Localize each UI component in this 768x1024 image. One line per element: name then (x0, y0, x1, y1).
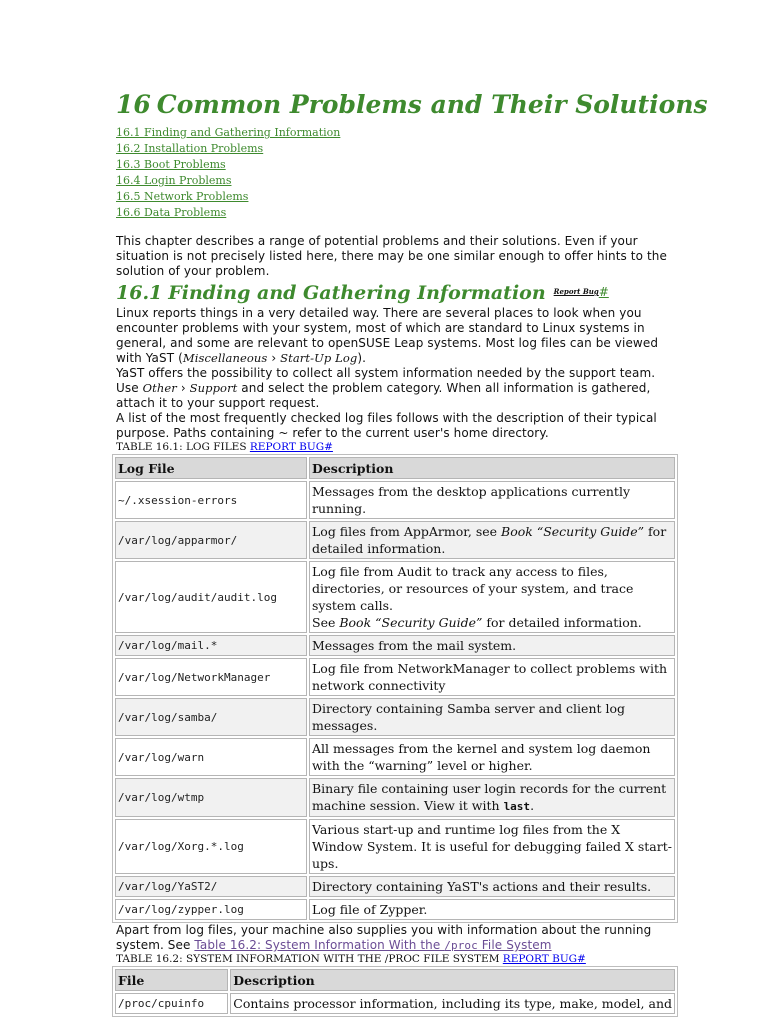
proc-file-path: /proc/cpuinfo (115, 993, 228, 1014)
log-file-description: Log file of Zypper. (309, 899, 675, 920)
toc-link-installation[interactable]: 16.2 Installation Problems (116, 142, 264, 155)
toc-link-finding-gathering[interactable]: 16.1 Finding and Gathering Information (116, 126, 341, 139)
link-code: /proc (444, 939, 478, 952)
toc-item (116, 124, 678, 140)
report-bug-link[interactable]: REPORT BUG# (502, 953, 586, 965)
log-file-description: Messages from the desktop applications currently running. (309, 481, 675, 519)
log-file-path: /var/log/warn (115, 738, 307, 776)
caption-text: TABLE 16.2: SYSTEM INFORMATION WITH THE /PROC FILE SYSTEM (116, 953, 500, 965)
column-header-log-file: Log File (115, 457, 307, 479)
log-file-path: /var/log/apparmor/ (115, 521, 307, 559)
toc-item (116, 188, 678, 204)
toc-link-network[interactable]: 16.5 Network Problems (116, 190, 249, 203)
table-row (115, 899, 675, 920)
table-row (115, 698, 675, 736)
section-title (116, 279, 678, 306)
description-text: Log file from Audit to track any access to files, directories, or resources of your system, and trace system calls. (312, 564, 634, 613)
column-header-description: Description (309, 457, 675, 479)
description-text: for detailed information. (312, 524, 667, 556)
paragraph-support (116, 366, 678, 411)
gui-menu-miscellaneous: Miscellaneous (182, 351, 268, 365)
log-file-description: Various start-up and runtime log files from the X Window System. It is useful for debugging failed X start-ups. (309, 819, 675, 874)
table-caption-log-files (116, 441, 678, 454)
column-header-description: Description (230, 969, 675, 991)
permalink-hash[interactable]: # (598, 285, 609, 299)
description-text: Log files from AppArmor, see (312, 524, 502, 539)
proc-files-table (112, 966, 678, 1017)
chapter-title (116, 86, 708, 124)
description-text: . (530, 798, 535, 813)
paragraph-text: Apart from log files, your machine also supplies you with information about the running system. See (116, 923, 652, 952)
gui-menu-startup-log: Start-Up Log (280, 351, 358, 365)
security-guide-link[interactable]: Book “Security Guide” (339, 615, 483, 630)
table-header-row (115, 969, 675, 991)
description-text: for detailed information. (482, 615, 642, 630)
caption-text: TABLE 16.1: LOG FILES (116, 441, 247, 453)
table-row (115, 876, 675, 897)
section-title-text: Finding and Gathering Information (168, 282, 546, 304)
menu-separator: › (176, 381, 190, 395)
paragraph-text: and select the problem category. When all information is gathered, attach it to your support request. (116, 381, 651, 410)
table-row (115, 481, 675, 519)
security-guide-link[interactable]: Book “Security Guide” (501, 524, 645, 539)
table-row (115, 521, 675, 559)
description-text: Binary file containing user login records for the current machine session. View it with (312, 781, 667, 813)
log-file-path: /var/log/NetworkManager (115, 658, 307, 696)
description-text: See (312, 615, 340, 630)
log-file-description: Log file from NetworkManager to collect problems with network connectivity (309, 658, 675, 696)
paragraph-text: Linux reports things in a very detailed way. There are several places to look when you encounter problems with your system, most of which are standard to Linux systems in general, and some are relevant to openSUSE Leap systems. Most log files can be viewed with YaST ( (116, 306, 659, 365)
intro-paragraph: This chapter describes a range of potential problems and their solutions. Even if your situation is not precisely listed here, there may be one similar enough to offer hints to the solution of your problem. (116, 234, 667, 278)
section-number: 16.1 (116, 282, 163, 304)
command-last: last (503, 800, 531, 813)
column-header-file: File (115, 969, 228, 991)
toc-link-boot[interactable]: 16.3 Boot Problems (116, 158, 226, 171)
paragraph-text: YaST offers the possibility to collect all system information needed by the support team. Use (116, 366, 656, 395)
log-file-path: /var/log/wtmp (115, 778, 307, 817)
table-row (115, 658, 675, 696)
table-row (115, 635, 675, 656)
log-file-path: /var/log/mail.* (115, 635, 307, 656)
paragraph-text: ). (357, 351, 367, 365)
table-row (115, 993, 675, 1014)
log-file-path: /var/log/YaST2/ (115, 876, 307, 897)
document-content (116, 86, 708, 1017)
table-row (115, 561, 675, 633)
toc-item (116, 204, 678, 220)
log-file-path: /var/log/Xorg.*.log (115, 819, 307, 874)
table-row (115, 738, 675, 776)
chapter-number: 16 (116, 90, 151, 119)
log-file-description (309, 561, 675, 633)
menu-separator: › (267, 351, 281, 365)
table-caption-proc (116, 953, 678, 966)
toc-item (116, 140, 678, 156)
log-file-description: All messages from the kernel and system log daemon with the “warning” level or higher. (309, 738, 675, 776)
report-bug-link[interactable]: Report Bug (553, 287, 599, 296)
link-text: File System (477, 938, 552, 952)
paragraph-log-list-intro: A list of the most frequently checked log files follows with the description of their typical purpose. Paths containing ~ refer to the current user's home directory. (116, 411, 657, 440)
chapter-title-text: Common Problems and Their Solutions (156, 90, 708, 119)
toc-item (116, 156, 678, 172)
log-file-description (309, 521, 675, 559)
log-file-description: Directory containing Samba server and client log messages. (309, 698, 675, 736)
log-file-path: /var/log/audit/audit.log (115, 561, 307, 633)
table-row (115, 778, 675, 817)
link-text: Table 16.2: System Information With the (194, 938, 445, 952)
toc-link-login[interactable]: 16.4 Login Problems (116, 174, 232, 187)
table-16-2-link[interactable] (194, 938, 551, 952)
table-header-row (115, 457, 675, 479)
proc-file-description: Contains processor information, including its type, make, model, and (230, 993, 675, 1014)
table-of-contents (116, 124, 678, 220)
log-file-description: Messages from the mail system. (309, 635, 675, 656)
toc-item (116, 172, 678, 188)
log-file-description (309, 778, 675, 817)
log-file-description: Directory containing YaST's actions and their results. (309, 876, 675, 897)
log-file-path: ~/.xsession-errors (115, 481, 307, 519)
paragraph-log-locations (116, 306, 678, 366)
gui-menu-support: Support (189, 381, 238, 395)
gui-menu-other: Other (142, 381, 177, 395)
table-row (115, 819, 675, 874)
log-files-table (112, 454, 678, 923)
report-bug-link[interactable]: REPORT BUG# (249, 441, 333, 453)
log-file-path: /var/log/zypper.log (115, 899, 307, 920)
toc-link-data[interactable]: 16.6 Data Problems (116, 206, 227, 219)
log-file-path: /var/log/samba/ (115, 698, 307, 736)
paragraph-system-info (116, 923, 678, 953)
